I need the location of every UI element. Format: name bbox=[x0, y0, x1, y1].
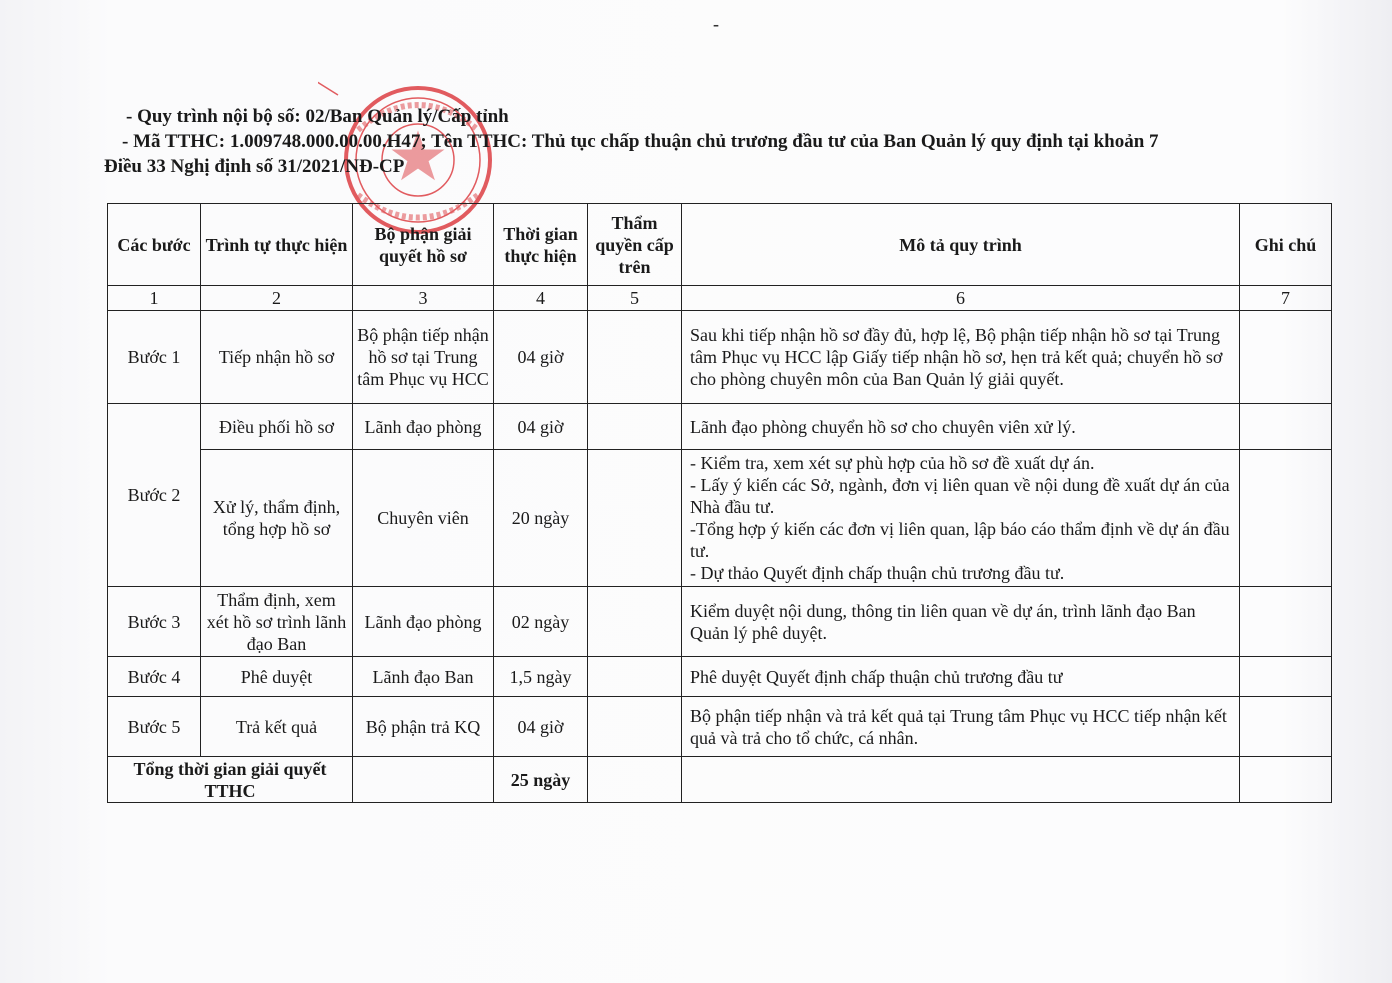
department-cell: Lãnh đạo phòng bbox=[353, 404, 494, 450]
header-description: Mô tả quy trình bbox=[682, 204, 1240, 286]
description-line: Bộ phận tiếp nhận và trả kết quả tại Trung tâm Phục vụ HCC tiếp nhận kết quả và trả cho tổ chức, cá nhân. bbox=[690, 705, 1227, 748]
document-header bbox=[104, 104, 1319, 179]
total-department bbox=[353, 757, 494, 803]
authority-cell bbox=[588, 311, 682, 404]
authority-cell bbox=[588, 404, 682, 450]
procedure-table bbox=[107, 203, 1332, 803]
total-description bbox=[682, 757, 1240, 803]
note-cell bbox=[1240, 587, 1332, 657]
table-row bbox=[108, 450, 1332, 587]
duration-cell: 02 ngày bbox=[494, 587, 588, 657]
duration-cell: 20 ngày bbox=[494, 450, 588, 587]
header-department: Bộ phận giải quyết hồ sơ bbox=[353, 204, 494, 286]
header-notes: Ghi chú bbox=[1240, 204, 1332, 286]
description-line: -Tổng hợp ý kiến các đơn vị liên quan, lập báo cáo thẩm định về dự án đầu tư. bbox=[690, 519, 1230, 561]
description-line: Kiểm duyệt nội dung, thông tin liên quan về dự án, trình lãnh đạo Ban Quản lý phê duyệt. bbox=[690, 600, 1196, 643]
header-steps: Các bước bbox=[108, 204, 201, 286]
column-number: 2 bbox=[201, 286, 353, 311]
task-cell: Thẩm định, xem xét hồ sơ trình lãnh đạo Ban bbox=[201, 587, 353, 657]
description-cell bbox=[682, 404, 1240, 450]
authority-cell bbox=[588, 450, 682, 587]
authority-cell bbox=[588, 587, 682, 657]
table-row bbox=[108, 587, 1332, 657]
table-row bbox=[108, 311, 1332, 404]
description-cell bbox=[682, 587, 1240, 657]
total-note bbox=[1240, 757, 1332, 803]
procedure-legal-basis: Điều 33 Nghị định số 31/2021/NĐ-CP bbox=[104, 156, 405, 177]
note-cell bbox=[1240, 697, 1332, 757]
description-line: - Lấy ý kiến các Sở, ngành, đơn vị liên quan về nội dung đề xuất dự án của Nhà đầu tư. bbox=[690, 475, 1230, 517]
step-cell: Bước 2 bbox=[108, 404, 201, 587]
note-cell bbox=[1240, 404, 1332, 450]
description-cell bbox=[682, 311, 1240, 404]
task-cell: Xử lý, thẩm định, tổng hợp hồ sơ bbox=[201, 450, 353, 587]
note-cell bbox=[1240, 657, 1332, 697]
description-cell bbox=[682, 657, 1240, 697]
task-cell: Phê duyệt bbox=[201, 657, 353, 697]
header-sequence: Trình tự thực hiện bbox=[201, 204, 353, 286]
description-line: Lãnh đạo phòng chuyển hồ sơ cho chuyên viên xử lý. bbox=[690, 416, 1076, 437]
description-line: Sau khi tiếp nhận hồ sơ đầy đủ, hợp lệ, Bộ phận tiếp nhận hồ sơ tại Trung tâm Phục vụ HCC lập Giấy tiếp nhận hồ sơ, hẹn trả kết quả; chuyển hồ sơ cho phòng chuyên môn của Ban Quản lý giải quyết. bbox=[690, 325, 1223, 389]
duration-cell: 1,5 ngày bbox=[494, 657, 588, 697]
step-cell: Bước 1 bbox=[108, 311, 201, 404]
column-number: 1 bbox=[108, 286, 201, 311]
header-authority: Thẩm quyền cấp trên bbox=[588, 204, 682, 286]
total-duration: 25 ngày bbox=[494, 757, 588, 803]
authority-cell bbox=[588, 657, 682, 697]
task-cell: Trả kết quả bbox=[201, 697, 353, 757]
department-cell: Chuyên viên bbox=[353, 450, 494, 587]
column-number-row bbox=[108, 286, 1332, 311]
column-number: 5 bbox=[588, 286, 682, 311]
duration-cell: 04 giờ bbox=[494, 404, 588, 450]
step-cell: Bước 4 bbox=[108, 657, 201, 697]
table-row bbox=[108, 657, 1332, 697]
note-cell bbox=[1240, 450, 1332, 587]
column-number: 3 bbox=[353, 286, 494, 311]
description-line: - Dự thảo Quyết định chấp thuận chủ trương đầu tư. bbox=[690, 563, 1065, 583]
task-cell: Tiếp nhận hồ sơ bbox=[201, 311, 353, 404]
department-cell: Lãnh đạo phòng bbox=[353, 587, 494, 657]
description-cell bbox=[682, 697, 1240, 757]
duration-cell: 04 giờ bbox=[494, 697, 588, 757]
table-header-row bbox=[108, 204, 1332, 286]
department-cell: Bộ phận trả KQ bbox=[353, 697, 494, 757]
task-cell: Điều phối hồ sơ bbox=[201, 404, 353, 450]
description-line: Phê duyệt Quyết định chấp thuận chủ trương đầu tư bbox=[690, 666, 1063, 687]
description-cell bbox=[682, 450, 1240, 587]
total-row bbox=[108, 757, 1332, 803]
column-number: 7 bbox=[1240, 286, 1332, 311]
department-cell: Bộ phận tiếp nhận hồ sơ tại Trung tâm Phục vụ HCC bbox=[353, 311, 494, 404]
header-duration: Thời gian thực hiện bbox=[494, 204, 588, 286]
department-cell: Lãnh đạo Ban bbox=[353, 657, 494, 697]
table-row bbox=[108, 404, 1332, 450]
note-cell bbox=[1240, 311, 1332, 404]
description-line: - Kiểm tra, xem xét sự phù hợp của hồ sơ đề xuất dự án. bbox=[690, 453, 1095, 473]
authority-cell bbox=[588, 697, 682, 757]
column-number: 6 bbox=[682, 286, 1240, 311]
total-authority bbox=[588, 757, 682, 803]
total-label: Tổng thời gian giải quyết TTHC bbox=[108, 757, 353, 803]
step-cell: Bước 5 bbox=[108, 697, 201, 757]
top-mark: - bbox=[713, 14, 719, 34]
duration-cell: 04 giờ bbox=[494, 311, 588, 404]
column-number: 4 bbox=[494, 286, 588, 311]
internal-procedure-number: - Quy trình nội bộ số: 02/Ban Quản lý/Cấp tỉnh bbox=[126, 106, 509, 127]
table-row bbox=[108, 697, 1332, 757]
procedure-code-and-name: - Mã TTHC: 1.009748.000.00.00.H47; Tên TTHC: Thủ tục chấp thuận chủ trương đầu tư của Ban Quản lý quy định tại khoản 7 bbox=[122, 131, 1159, 152]
step-cell: Bước 3 bbox=[108, 587, 201, 657]
